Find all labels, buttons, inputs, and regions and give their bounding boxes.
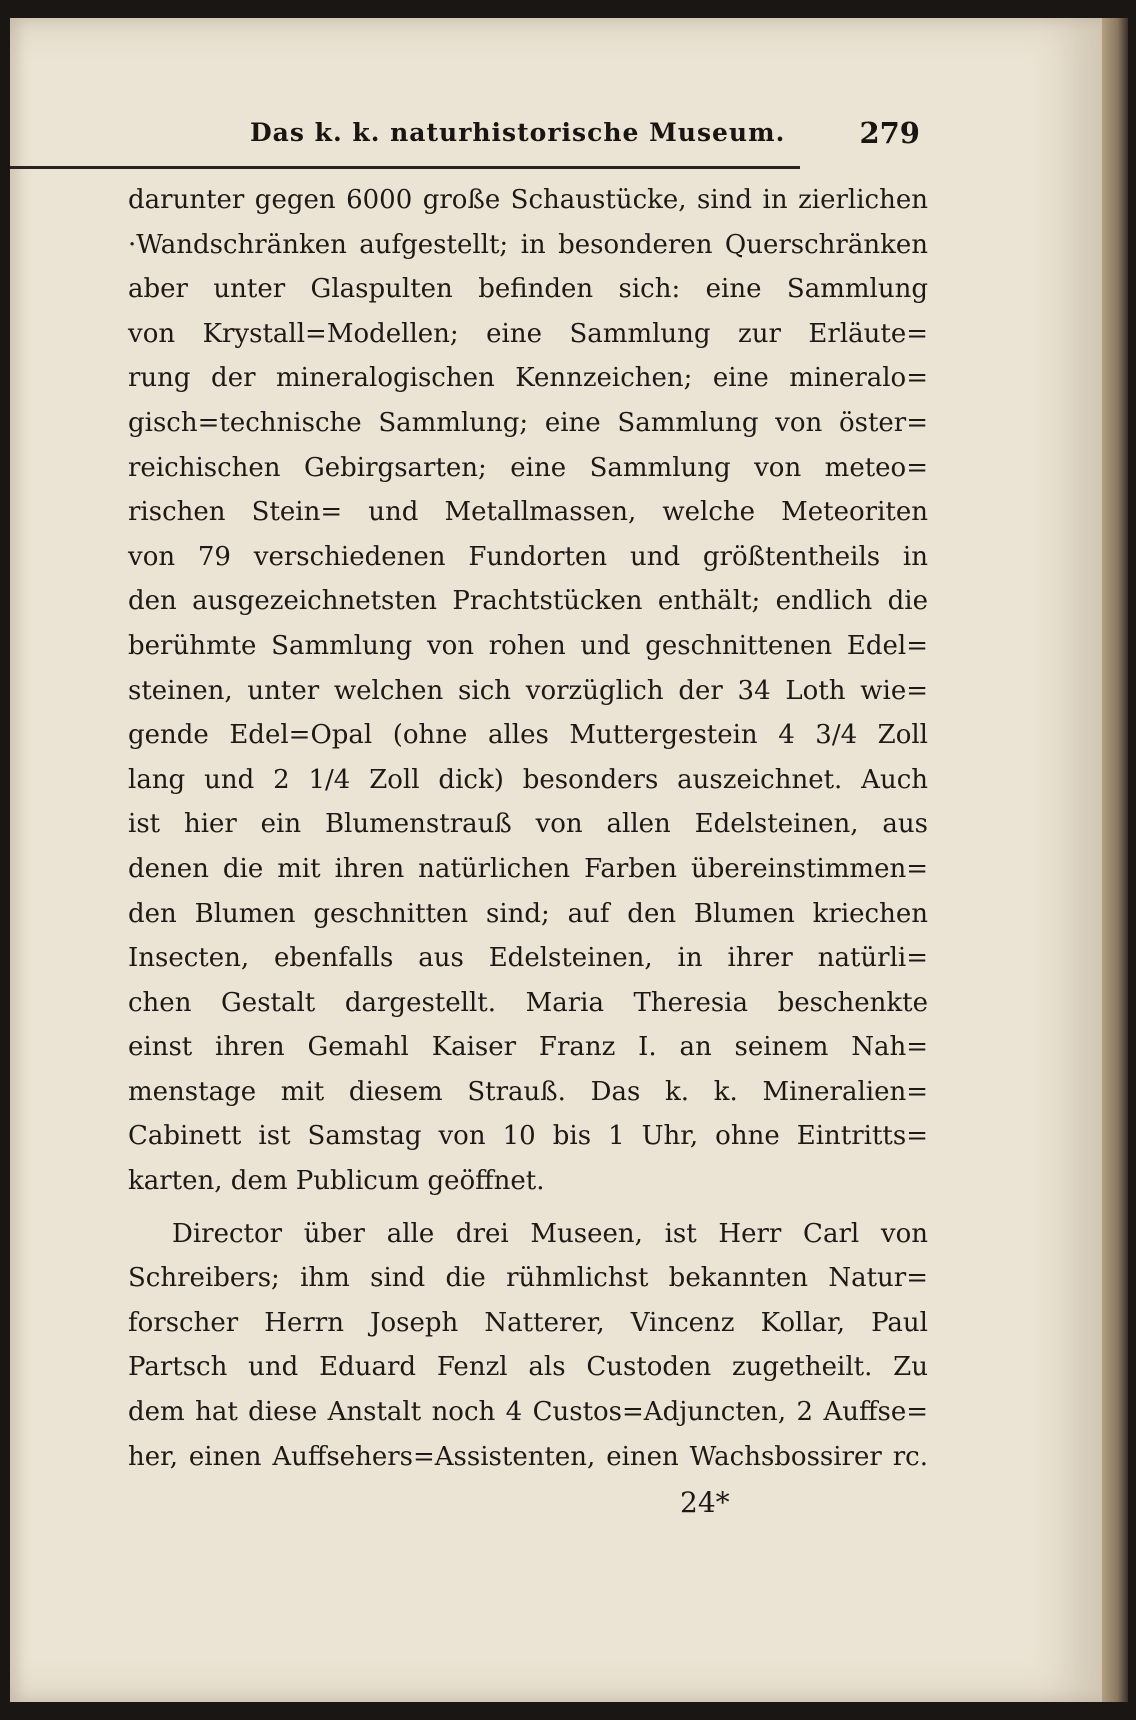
text-line: ·Wandschränken aufgestellt; in besonderen Querschränken <box>128 229 928 260</box>
text-line: chen Gestalt dargestellt. Maria Theresia beschenkte <box>128 987 928 1018</box>
text-line: berühmte Sammlung von rohen und geschnittenen Edel= <box>128 630 928 661</box>
paragraph-1 <box>128 178 928 1204</box>
text-line: Director über alle drei Museen, ist Herr Carl von <box>172 1218 928 1249</box>
text-line: ist hier ein Blumenstrauß von allen Edelsteinen, aus <box>128 809 928 840</box>
paragraph-gap <box>128 1204 928 1212</box>
text-line: von 79 verschiedenen Fundorten und größtentheils in <box>128 541 928 572</box>
text-line: einst ihren Gemahl Kaiser Franz I. an seinem Nah= <box>128 1032 928 1063</box>
text-line: den Blumen geschnitten sind; auf den Blumen kriechen <box>128 898 928 929</box>
header-rule <box>10 166 800 169</box>
text-line: Partsch und Eduard Fenzl als Custoden zugetheilt. Zu <box>128 1352 928 1383</box>
text-line: von Krystall=Modellen; eine Sammlung zur Erläute= <box>128 318 928 349</box>
page-header <box>138 110 924 162</box>
text-line: her, einen Auffsehers=Assistenten, einen Wachsbossirer rc. <box>128 1441 928 1472</box>
text-line: menstage mit diesem Strauß. Das k. k. Mineralien= <box>128 1076 928 1107</box>
text-line: dem hat diese Anstalt noch 4 Custos=Adjuncten, 2 Auffse= <box>128 1397 928 1428</box>
text-line: steinen, unter welchen sich vorzüglich der 34 Loth wie= <box>128 675 928 706</box>
text-line: denen die mit ihren natürlichen Farben übereinstimmen= <box>128 853 928 884</box>
text-line: reichischen Gebirgsarten; eine Sammlung von meteo= <box>128 452 928 483</box>
text-line: gende Edel=Opal (ohne alles Muttergestein 4 3/4 Zoll <box>128 720 928 751</box>
text-line: Cabinett ist Samstag von 10 bis 1 Uhr, ohne Eintritts= <box>128 1121 928 1152</box>
text-line: Schreibers; ihm sind die rühmlichst bekannten Natur= <box>128 1263 928 1294</box>
text-line: lang und 2 1/4 Zoll dick) besonders auszeichnet. Auch <box>128 764 928 795</box>
page-edge <box>1102 18 1128 1702</box>
text-line: rung der mineralogischen Kennzeichen; eine mineralo= <box>128 363 928 394</box>
text-line: Insecten, ebenfalls aus Edelsteinen, in ihrer natürli= <box>128 943 928 974</box>
text-line: gisch=technische Sammlung; eine Sammlung von öster= <box>128 407 928 438</box>
running-title: Das k. k. naturhistorische Museum. <box>250 118 786 147</box>
text-line: forscher Herrn Joseph Natterer, Vincenz Kollar, Paul <box>128 1307 928 1338</box>
book-page <box>10 18 1102 1702</box>
paragraph-2 <box>128 1212 928 1480</box>
signature-mark: 24* <box>680 1486 730 1519</box>
page-number: 279 <box>859 116 920 150</box>
text-line: aber unter Glaspulten befinden sich: eine Sammlung <box>128 274 928 305</box>
text-line: den ausgezeichnetsten Prachtstücken enthält; endlich die <box>128 586 928 617</box>
text-line: karten, dem Publicum geöffnet. <box>128 1166 545 1197</box>
body-text <box>128 178 928 1479</box>
text-line: rischen Stein= und Metallmassen, welche Meteoriten <box>128 497 928 528</box>
text-line: darunter gegen 6000 große Schaustücke, sind in zierlichen <box>128 185 928 215</box>
